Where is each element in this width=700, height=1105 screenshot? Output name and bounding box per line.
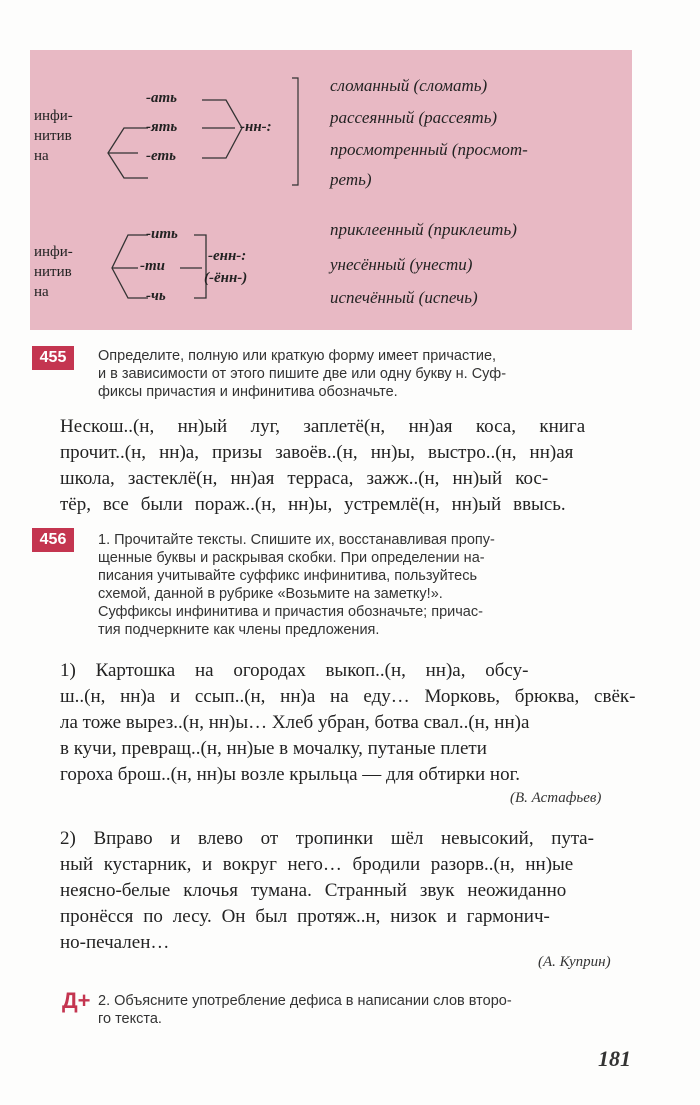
exercise-455-text: Нескош..(н, нн)ый луг, заплетё(н, нн)ая коса, книга прочит..(н, нн)а, призы завоёв..(н, нн)ы, выстро..(н, нн)ая школа, застеклё(н, нн)ая терраса, зажж..(н, нн)ый кос- тёр, все были пораж..(н, нн)ы, устремлё(н, нн)ый ввысь.: [60, 416, 586, 515]
exercise-456-number: 456: [32, 528, 74, 552]
exercise-455-task: Определите, полную или краткую форму имеет причастие, и в зависимости от этого пишите две или одну букву н. Суф- фиксы причастия и инфинитива обозначьте.: [98, 348, 507, 400]
suffix-ch: -чь: [146, 288, 166, 304]
example-4: приклеенный (приклеить): [330, 220, 517, 239]
suffix-yat: -ять: [146, 119, 178, 135]
suffix-ti: -ти: [140, 258, 166, 274]
author-kuprin: (А. Куприн): [538, 954, 611, 970]
example-2: рассеянный (рассеять): [330, 108, 498, 127]
author-astafiev: (В. Астафьев): [510, 790, 602, 806]
page-number: 181: [598, 1046, 631, 1071]
infinitive-label-1: инфи- нитив на: [34, 108, 73, 164]
example-6: испечённый (испечь): [330, 288, 478, 307]
result-suffix-yonn: (-ённ-): [204, 270, 248, 286]
result-suffix-enn: -енн-:: [208, 248, 247, 264]
exercise-456-task: 1. Прочитайте тексты. Спишите их, восстанавливая пропу- щенные буквы и раскрывая скобки. При определении на- писания учитывайте суффикс инфинитива, пользуйтесь схемой, данной в рубрике «Возьмите на заметку!». Суффиксы инфинитива и причастия обозначьте; причас- тия подчеркните как члены предложения.: [98, 532, 495, 638]
exercise-456-text-2: 2) Вправо и влево от тропинки шёл невысокий, путa- ный кустарник, и вокруг него… бродили разорв..(н, нн)ые неясно-белые клочья тумана. Странный звук неожиданно пронёсся по лесу. Он был протяж..н, низок и гармонич- но-печален…: [60, 828, 594, 953]
infinitive-label-2: инфи- нитив на: [34, 244, 73, 300]
result-suffix-nn: -нн-:: [240, 119, 272, 135]
example-3: просмотренный (просмот-: [330, 140, 528, 159]
suffix-at: -ать: [146, 90, 178, 106]
suffix-it: -ить: [146, 226, 178, 242]
additional-task-icon: Д+: [62, 988, 91, 1013]
rule-box: [30, 50, 632, 330]
exercise-456-task-2: 2. Объясните употребление дефиса в написании слов второ- го текста.: [98, 993, 512, 1027]
example-3-cont: реть): [330, 170, 372, 189]
example-5: унесённый (унести): [330, 255, 473, 274]
suffix-et: -еть: [146, 148, 176, 164]
example-1: сломанный (сломать): [330, 76, 488, 95]
exercise-456-text-1: 1) Картошка на огородах выкоп..(н, нн)а, обсу- ш..(н, нн)а и ссып..(н, нн)а на еду… Морковь, брюква, свёк- ла тоже вырез..(н, нн)ы… Хлеб убран, ботва свал..(н, нн)а в кучи, превращ..(н, нн)ые в мочалку, путаные плети гороха брош..(н, нн)ы возле крыльца — для обтирки ног.: [60, 660, 636, 785]
exercise-455-number: 455: [32, 346, 74, 370]
